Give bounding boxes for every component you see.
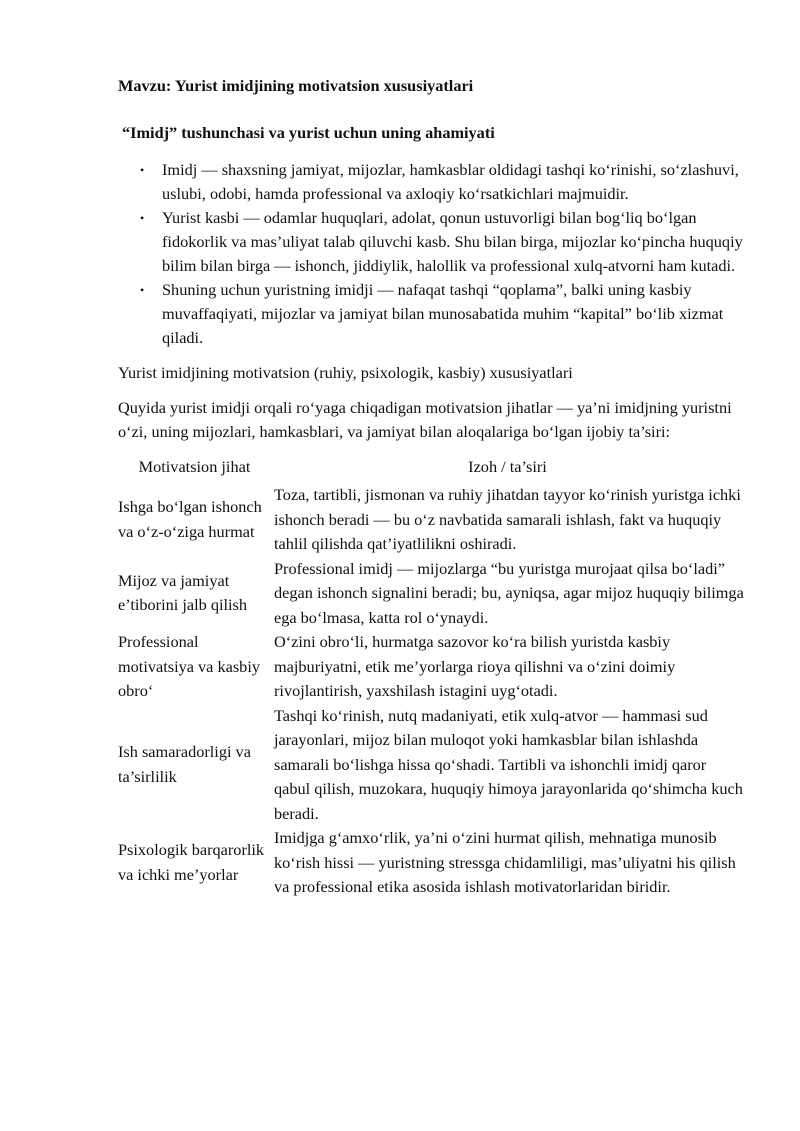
bullet-list bbox=[118, 158, 748, 350]
aspect-cell: Ishga bo‘lgan ishonch va o‘z-o‘ziga hurmat bbox=[118, 497, 262, 541]
table-row bbox=[118, 826, 744, 900]
list-item bbox=[118, 206, 748, 278]
list-item-text: Shuning uchun yuristning imidji — nafaqat tashqi “qoplama”, balki uning kasbiy muvaffaqiyati, mijozlar va jamiyat bilan munosabatida muhim “kapital” bo‘lib xizmat qiladi. bbox=[162, 280, 724, 347]
description-cell: Toza, tartibli, jismonan va ruhiy jihatdan tayyor ko‘rinish yuristga ichki ishonch beradi — bu o‘z navbatida samarali ishlash, fakt va huquqiy tahlil qilishda qat’iyatlilikni oshiradi. bbox=[274, 485, 741, 553]
table-row bbox=[118, 557, 744, 631]
section-title: “Imidj” tushunchasi va yurist uchun uning ahamiyati bbox=[122, 123, 495, 142]
table-header-row bbox=[118, 455, 744, 483]
aspect-cell: Mijoz va jamiyat e’tiborini jalb qilish bbox=[118, 570, 248, 615]
aspect-cell: Professional motivatsiya va kasbiy obro‘ bbox=[118, 632, 260, 700]
description-cell: Professional imidj — mijozlarga “bu yuristga murojaat qilsa bo‘ladi” degan ishonch signalini beradi; bu, ayniqsa, agar mijoz huquqiy bilimga ega bo‘lmasa, katta rol o‘ynaydi. bbox=[274, 558, 744, 627]
list-item bbox=[118, 278, 748, 350]
table-row bbox=[118, 704, 744, 827]
motivation-table bbox=[118, 455, 744, 900]
description-cell: Tashqi ko‘rinish, nutq madaniyati, etik xulq-atvor — hammasi sud jarayonlari, mijoz bilan muloqot yoki hamkasblar bilan ishlashda samarali bo‘lishga hissa qo‘shadi. Tartibli va ishonchli imidj qaror qabul qilish, muzokara, huquqiy himoya jarayonlarida qo‘shimcha kuch beradi. bbox=[274, 705, 743, 823]
bullet-icon: • bbox=[140, 163, 145, 177]
list-item-text: Imidj — shaxsning jamiyat, mijozlar, hamkasblar oldidagi tashqi ko‘rinishi, so‘zlashuvi, uslubi, odobi, hamda professional va axloqiy ko‘rsatkichlari majmuidir. bbox=[162, 160, 739, 203]
subheading: Yurist imidjining motivatsion (ruhiy, psixologik, kasbiy) xususiyatlari bbox=[118, 363, 573, 382]
topic-title: Mavzu: Yurist imidjining motivatsion xususiyatlari bbox=[118, 76, 474, 95]
bullet-icon: • bbox=[140, 283, 145, 297]
document-page bbox=[118, 74, 748, 900]
column-header-description: Izoh / ta’siri bbox=[468, 457, 547, 476]
list-item bbox=[118, 158, 748, 206]
table-row bbox=[118, 630, 744, 704]
list-item-text: Yurist kasbi — odamlar huquqlari, adolat, qonun ustuvorligi bilan bog‘liq bo‘lgan fidokorlik va mas’uliyat talab qiluvchi kasb. Shu bilan birga, mijozlar ko‘pincha huquqiy bilim bilan birga — ishonch, jiddiylik, halollik va professional xulq-atvorni ham kutadi. bbox=[162, 208, 743, 275]
aspect-cell: Ish samaradorligi va ta’sirlilik bbox=[118, 742, 251, 786]
bullet-icon: • bbox=[140, 211, 145, 225]
column-header-aspect: Motivatsion jihat bbox=[138, 457, 251, 476]
description-cell: Imidjga g‘amxo‘rlik, ya’ni o‘zini hurmat qilish, mehnatiga munosib ko‘rish hissi — yuristning stressga chidamliligi, mas’uliyatni his qilish va professional etika asosida ishlash motivatorlaridan biridir. bbox=[274, 828, 736, 896]
aspect-cell: Psixologik barqarorlik va ichki me’yorlar bbox=[118, 840, 265, 884]
description-cell: O‘zini obro‘li, hurmatga sazovor ko‘ra bilish yuristda kasbiy majburiyatni, etik me’yorlarga rioya qilishni va o‘zini doimiy rivojlantirish, yaxshilash istagini uyg‘otadi. bbox=[274, 632, 676, 700]
table-row bbox=[118, 483, 744, 557]
intro-paragraph: Quyida yurist imidji orqali ro‘yaga chiqadigan motivatsion jihatlar — ya’ni imidjning yuristni o‘zi, uning mijozlari, hamkasblari, va jamiyat bilan aloqalariga bo‘lgan ijobiy ta’siri: bbox=[118, 398, 732, 441]
